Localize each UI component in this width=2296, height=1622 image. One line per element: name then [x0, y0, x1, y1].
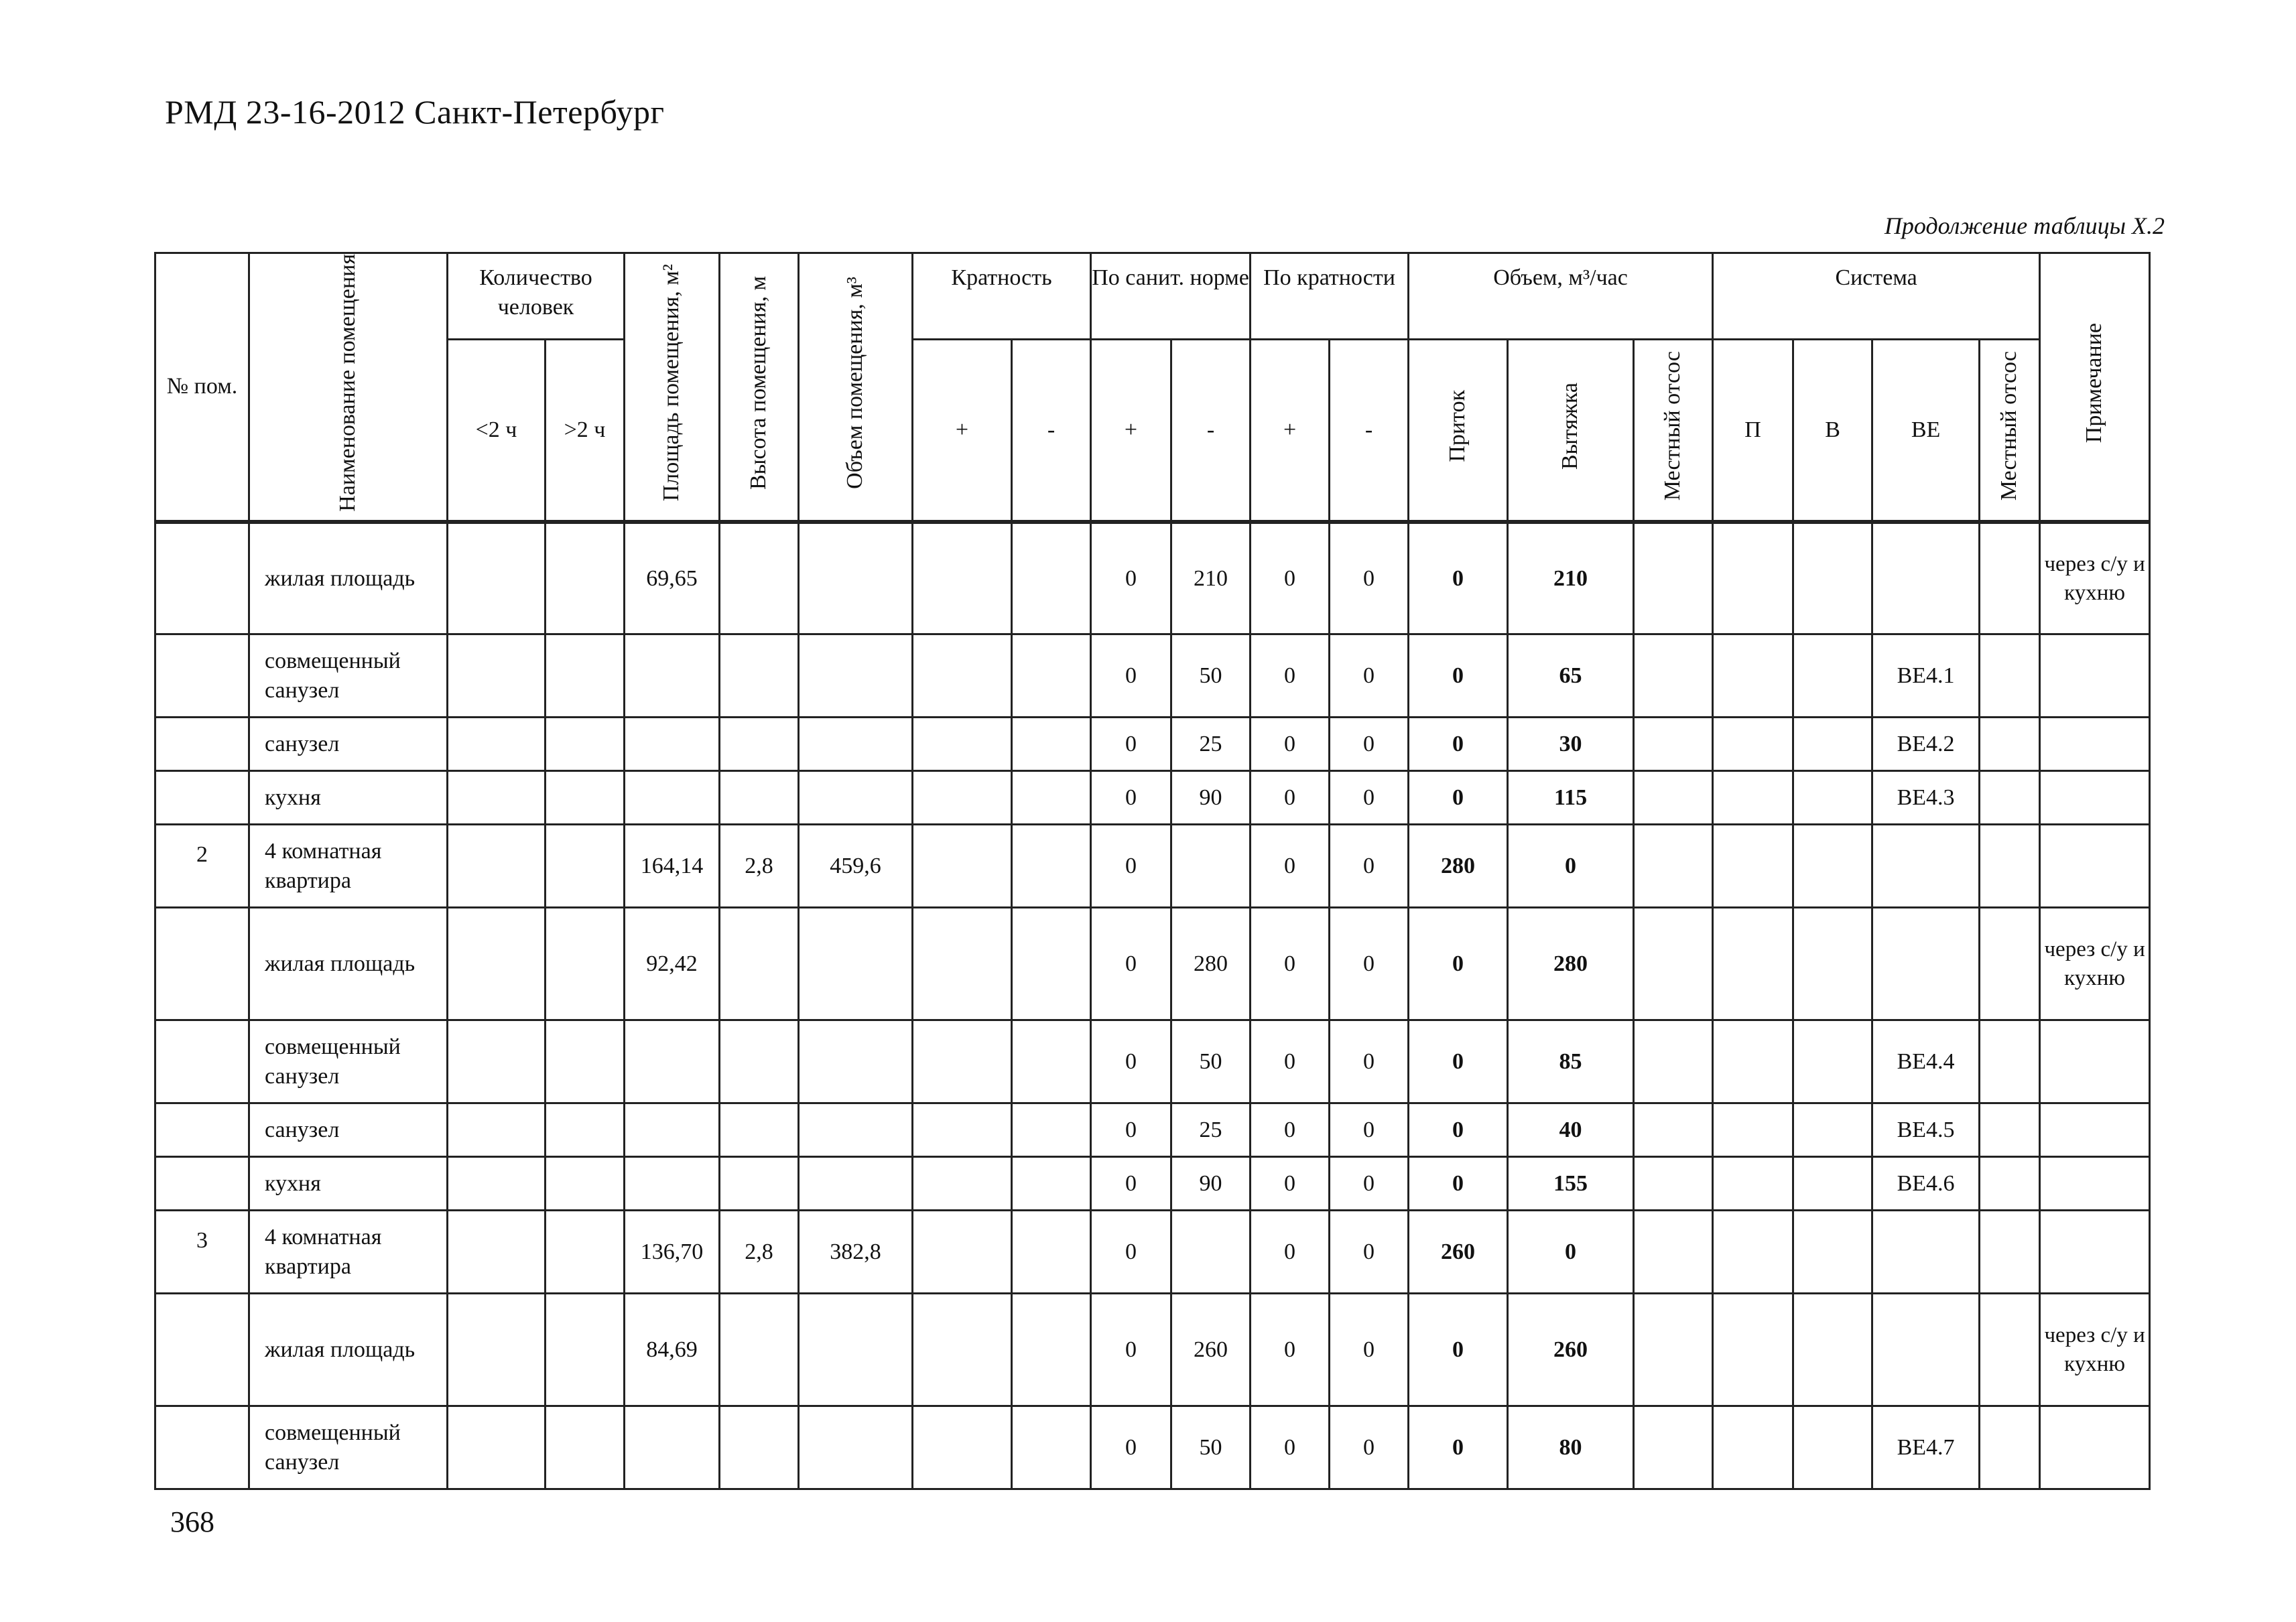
cell-inflow: 280 — [1409, 825, 1508, 908]
cell-inflow: 0 — [1409, 1294, 1508, 1406]
cell-kr-minus: 0 — [1330, 1020, 1409, 1103]
cell-sn-plus: 0 — [1091, 908, 1171, 1020]
cell-lt2 — [448, 908, 546, 1020]
cell-sys-p — [1713, 1020, 1793, 1103]
header-sys-v: В — [1793, 339, 1872, 522]
header-sn-plus: + — [1091, 339, 1171, 522]
cell-area: 136,70 — [625, 1211, 720, 1294]
cell-volume — [799, 1294, 913, 1406]
cell-sys-p — [1713, 1211, 1793, 1294]
cell-kr-plus: 0 — [1251, 522, 1330, 634]
cell-km-minus — [1012, 1211, 1091, 1294]
cell-note: через с/у и кухню — [2040, 522, 2150, 634]
cell-name: жилая площадь — [249, 522, 448, 634]
cell-sys-ve: ВЕ4.4 — [1872, 1020, 1980, 1103]
cell-km-minus — [1012, 771, 1091, 825]
header-km-minus: - — [1012, 339, 1091, 522]
cell-note — [2040, 1157, 2150, 1211]
cell-note — [2040, 1103, 2150, 1157]
cell-km-plus — [913, 825, 1012, 908]
cell-volume: 459,6 — [799, 825, 913, 908]
cell-gt2 — [546, 1157, 625, 1211]
cell-height — [720, 718, 799, 771]
cell-name: жилая площадь — [249, 1294, 448, 1406]
cell-no — [155, 1020, 249, 1103]
cell-km-plus — [913, 1020, 1012, 1103]
cell-name: 4 комнатная квартира — [249, 1211, 448, 1294]
cell-sys-ve — [1872, 522, 1980, 634]
cell-km-plus — [913, 1294, 1012, 1406]
cell-inflow: 0 — [1409, 634, 1508, 718]
cell-sys-ve: ВЕ4.3 — [1872, 771, 1980, 825]
cell-sn-minus — [1171, 1211, 1251, 1294]
cell-lt2 — [448, 634, 546, 718]
cell-sn-minus: 260 — [1171, 1294, 1251, 1406]
cell-local — [1634, 825, 1713, 908]
ventilation-table — [154, 252, 2151, 1490]
page-number: 368 — [170, 1505, 214, 1538]
header-no: № пом. — [155, 253, 249, 522]
cell-sn-minus: 90 — [1171, 1157, 1251, 1211]
cell-sys-v — [1793, 1406, 1872, 1489]
cell-note: через с/у и кухню — [2040, 908, 2150, 1020]
cell-km-minus — [1012, 1103, 1091, 1157]
cell-inflow: 0 — [1409, 1020, 1508, 1103]
cell-sn-minus: 25 — [1171, 718, 1251, 771]
cell-exhaust: 85 — [1508, 1020, 1634, 1103]
cell-height — [720, 1157, 799, 1211]
cell-kr-plus: 0 — [1251, 1211, 1330, 1294]
header-sys-ve: ВЕ — [1872, 339, 1980, 522]
cell-no: 2 — [155, 825, 249, 908]
cell-volume — [799, 908, 913, 1020]
cell-exhaust: 210 — [1508, 522, 1634, 634]
cell-sn-minus: 50 — [1171, 634, 1251, 718]
cell-sys-v — [1793, 1211, 1872, 1294]
cell-area — [625, 1406, 720, 1489]
header-by-norm: По санит. норме — [1091, 253, 1251, 340]
header-sys-p: П — [1713, 339, 1793, 522]
cell-height — [720, 522, 799, 634]
cell-no — [155, 718, 249, 771]
cell-sys-p — [1713, 1294, 1793, 1406]
cell-lt2 — [448, 825, 546, 908]
cell-area — [625, 1157, 720, 1211]
cell-sn-plus: 0 — [1091, 1211, 1171, 1294]
cell-name: санузел — [249, 718, 448, 771]
cell-kr-minus: 0 — [1330, 1157, 1409, 1211]
cell-sys-local — [1980, 1211, 2040, 1294]
cell-sn-minus: 25 — [1171, 1103, 1251, 1157]
cell-sn-plus: 0 — [1091, 634, 1171, 718]
cell-no — [155, 1103, 249, 1157]
cell-lt2 — [448, 1406, 546, 1489]
cell-kr-minus: 0 — [1330, 825, 1409, 908]
cell-km-plus — [913, 1211, 1012, 1294]
cell-lt2 — [448, 1103, 546, 1157]
cell-sys-p — [1713, 718, 1793, 771]
cell-sys-local — [1980, 825, 2040, 908]
cell-name: кухня — [249, 1157, 448, 1211]
cell-kr-plus: 0 — [1251, 1157, 1330, 1211]
cell-exhaust: 0 — [1508, 1211, 1634, 1294]
cell-sn-plus: 0 — [1091, 1406, 1171, 1489]
header-area: Площадь помещения, м² — [625, 253, 720, 522]
header-row-1 — [155, 253, 2150, 340]
cell-km-plus — [913, 771, 1012, 825]
cell-sys-p — [1713, 634, 1793, 718]
cell-km-minus — [1012, 1294, 1091, 1406]
cell-sys-p — [1713, 1406, 1793, 1489]
cell-sys-local — [1980, 1103, 2040, 1157]
cell-gt2 — [546, 771, 625, 825]
cell-km-plus — [913, 908, 1012, 1020]
cell-name: 4 комнатная квартира — [249, 825, 448, 908]
header-height: Высота помещения, м — [720, 253, 799, 522]
cell-exhaust: 40 — [1508, 1103, 1634, 1157]
cell-volume — [799, 718, 913, 771]
table-row — [155, 522, 2150, 634]
cell-area — [625, 1020, 720, 1103]
cell-kr-minus: 0 — [1330, 1406, 1409, 1489]
cell-lt2 — [448, 1211, 546, 1294]
cell-lt2 — [448, 1294, 546, 1406]
cell-sn-plus: 0 — [1091, 718, 1171, 771]
cell-no: 3 — [155, 1211, 249, 1294]
header-lt2: <2 ч — [448, 339, 546, 522]
table-row — [155, 1294, 2150, 1406]
cell-area: 164,14 — [625, 825, 720, 908]
header-row-2 — [155, 339, 2150, 522]
cell-no — [155, 771, 249, 825]
cell-local — [1634, 1103, 1713, 1157]
cell-sn-plus: 0 — [1091, 1157, 1171, 1211]
cell-sys-ve: ВЕ4.2 — [1872, 718, 1980, 771]
cell-volume — [799, 1406, 913, 1489]
cell-local — [1634, 634, 1713, 718]
cell-height — [720, 908, 799, 1020]
table-row — [155, 1157, 2150, 1211]
cell-sn-plus: 0 — [1091, 771, 1171, 825]
cell-note — [2040, 771, 2150, 825]
cell-sys-p — [1713, 1157, 1793, 1211]
cell-height — [720, 771, 799, 825]
document-title: РМД 23-16-2012 Санкт-Петербург — [165, 93, 665, 131]
cell-local — [1634, 1211, 1713, 1294]
cell-no — [155, 1157, 249, 1211]
cell-kr-plus: 0 — [1251, 634, 1330, 718]
cell-note — [2040, 1406, 2150, 1489]
cell-km-minus — [1012, 718, 1091, 771]
table-row — [155, 1211, 2150, 1294]
cell-local — [1634, 1406, 1713, 1489]
cell-note — [2040, 1211, 2150, 1294]
cell-name: санузел — [249, 1103, 448, 1157]
cell-name: совмещенный санузел — [249, 1406, 448, 1489]
cell-sys-p — [1713, 522, 1793, 634]
cell-sys-v — [1793, 718, 1872, 771]
table-row — [155, 718, 2150, 771]
cell-sn-plus: 0 — [1091, 1103, 1171, 1157]
header-km-plus: + — [913, 339, 1012, 522]
cell-km-plus — [913, 522, 1012, 634]
cell-sn-plus: 0 — [1091, 1020, 1171, 1103]
cell-local — [1634, 1157, 1713, 1211]
header-by-mult: По кратности — [1251, 253, 1409, 340]
cell-sn-minus — [1171, 825, 1251, 908]
cell-sys-local — [1980, 1294, 2040, 1406]
cell-sys-p — [1713, 771, 1793, 825]
cell-km-plus — [913, 1103, 1012, 1157]
cell-sys-v — [1793, 1103, 1872, 1157]
cell-sys-p — [1713, 908, 1793, 1020]
cell-volume — [799, 771, 913, 825]
cell-inflow: 0 — [1409, 1157, 1508, 1211]
header-kr-minus: - — [1330, 339, 1409, 522]
cell-sys-ve: ВЕ4.6 — [1872, 1157, 1980, 1211]
cell-inflow: 0 — [1409, 771, 1508, 825]
cell-kr-plus: 0 — [1251, 825, 1330, 908]
cell-name: совмещенный санузел — [249, 634, 448, 718]
cell-gt2 — [546, 1020, 625, 1103]
header-volume: Объем помещения, м³ — [799, 253, 913, 522]
cell-inflow: 0 — [1409, 908, 1508, 1020]
cell-gt2 — [546, 718, 625, 771]
cell-sys-ve: ВЕ4.5 — [1872, 1103, 1980, 1157]
header-sys-local: Местный отсос — [1980, 339, 2040, 522]
table-row — [155, 908, 2150, 1020]
cell-height — [720, 634, 799, 718]
cell-name: кухня — [249, 771, 448, 825]
cell-inflow: 0 — [1409, 718, 1508, 771]
cell-km-minus — [1012, 825, 1091, 908]
cell-km-plus — [913, 1157, 1012, 1211]
cell-sys-ve — [1872, 1294, 1980, 1406]
cell-local — [1634, 718, 1713, 771]
cell-gt2 — [546, 1211, 625, 1294]
cell-lt2 — [448, 718, 546, 771]
cell-km-minus — [1012, 634, 1091, 718]
cell-sys-local — [1980, 1406, 2040, 1489]
cell-no — [155, 522, 249, 634]
cell-gt2 — [546, 1294, 625, 1406]
cell-area — [625, 771, 720, 825]
cell-exhaust: 155 — [1508, 1157, 1634, 1211]
cell-exhaust: 0 — [1508, 825, 1634, 908]
header-name: Наименование помещения — [249, 253, 448, 522]
cell-sys-ve — [1872, 1211, 1980, 1294]
cell-volume: 382,8 — [799, 1211, 913, 1294]
header-system: Система — [1713, 253, 2040, 340]
cell-no — [155, 1406, 249, 1489]
cell-km-minus — [1012, 1157, 1091, 1211]
cell-note — [2040, 1020, 2150, 1103]
cell-kr-minus: 0 — [1330, 771, 1409, 825]
header-people: Количество человек — [448, 253, 625, 340]
cell-exhaust: 30 — [1508, 718, 1634, 771]
cell-local — [1634, 908, 1713, 1020]
cell-kr-minus: 0 — [1330, 1211, 1409, 1294]
cell-sn-plus: 0 — [1091, 825, 1171, 908]
table-row — [155, 1406, 2150, 1489]
cell-sys-local — [1980, 1157, 2040, 1211]
cell-sn-minus: 50 — [1171, 1020, 1251, 1103]
cell-kr-plus: 0 — [1251, 908, 1330, 1020]
cell-no — [155, 1294, 249, 1406]
cell-kr-minus: 0 — [1330, 634, 1409, 718]
cell-lt2 — [448, 1157, 546, 1211]
header-sn-minus: - — [1171, 339, 1251, 522]
header-gt2: >2 ч — [546, 339, 625, 522]
cell-sys-v — [1793, 1294, 1872, 1406]
cell-gt2 — [546, 634, 625, 718]
cell-kr-minus: 0 — [1330, 1103, 1409, 1157]
cell-sys-v — [1793, 634, 1872, 718]
cell-sys-v — [1793, 1020, 1872, 1103]
cell-kr-plus: 0 — [1251, 1103, 1330, 1157]
cell-sn-plus: 0 — [1091, 1294, 1171, 1406]
cell-sn-minus: 50 — [1171, 1406, 1251, 1489]
cell-sys-ve — [1872, 825, 1980, 908]
cell-sys-v — [1793, 825, 1872, 908]
table-row — [155, 1103, 2150, 1157]
cell-inflow: 0 — [1409, 1103, 1508, 1157]
cell-area: 92,42 — [625, 908, 720, 1020]
cell-local — [1634, 1294, 1713, 1406]
cell-gt2 — [546, 825, 625, 908]
cell-exhaust: 280 — [1508, 908, 1634, 1020]
cell-area: 84,69 — [625, 1294, 720, 1406]
cell-local — [1634, 522, 1713, 634]
cell-sys-v — [1793, 771, 1872, 825]
cell-area — [625, 1103, 720, 1157]
cell-exhaust: 260 — [1508, 1294, 1634, 1406]
cell-volume — [799, 1157, 913, 1211]
cell-sys-local — [1980, 634, 2040, 718]
table-row — [155, 771, 2150, 825]
cell-sys-v — [1793, 1157, 1872, 1211]
cell-volume — [799, 1020, 913, 1103]
cell-no — [155, 908, 249, 1020]
cell-kr-minus: 0 — [1330, 908, 1409, 1020]
cell-sys-p — [1713, 1103, 1793, 1157]
header-volume-rate: Объем, м³/час — [1409, 253, 1713, 340]
cell-kr-minus: 0 — [1330, 718, 1409, 771]
cell-sn-minus: 210 — [1171, 522, 1251, 634]
cell-exhaust: 65 — [1508, 634, 1634, 718]
cell-kr-plus: 0 — [1251, 1406, 1330, 1489]
cell-inflow: 260 — [1409, 1211, 1508, 1294]
cell-km-plus — [913, 718, 1012, 771]
cell-km-minus — [1012, 1020, 1091, 1103]
cell-volume — [799, 634, 913, 718]
cell-area — [625, 718, 720, 771]
cell-kr-minus: 0 — [1330, 522, 1409, 634]
header-exhaust: Вытяжка — [1508, 339, 1634, 522]
cell-note — [2040, 718, 2150, 771]
header-note: Примечание — [2040, 253, 2150, 522]
cell-sys-v — [1793, 908, 1872, 1020]
header-kr-plus: + — [1251, 339, 1330, 522]
cell-km-minus — [1012, 1406, 1091, 1489]
cell-sys-local — [1980, 1020, 2040, 1103]
cell-km-minus — [1012, 522, 1091, 634]
table-row — [155, 1020, 2150, 1103]
cell-height — [720, 1406, 799, 1489]
cell-inflow: 0 — [1409, 522, 1508, 634]
cell-local — [1634, 1020, 1713, 1103]
cell-sys-local — [1980, 718, 2040, 771]
cell-volume — [799, 522, 913, 634]
table-row — [155, 634, 2150, 718]
continuation-label: Продолжение таблицы X.2 — [1884, 212, 2165, 239]
cell-height — [720, 1294, 799, 1406]
cell-sys-ve — [1872, 908, 1980, 1020]
cell-sys-ve: ВЕ4.1 — [1872, 634, 1980, 718]
cell-sys-local — [1980, 771, 2040, 825]
cell-sn-minus: 90 — [1171, 771, 1251, 825]
cell-gt2 — [546, 1103, 625, 1157]
cell-area: 69,65 — [625, 522, 720, 634]
cell-lt2 — [448, 1020, 546, 1103]
cell-gt2 — [546, 1406, 625, 1489]
cell-note — [2040, 825, 2150, 908]
cell-sys-v — [1793, 522, 1872, 634]
cell-kr-plus: 0 — [1251, 771, 1330, 825]
cell-local — [1634, 771, 1713, 825]
cell-sn-plus: 0 — [1091, 522, 1171, 634]
cell-height — [720, 1103, 799, 1157]
cell-lt2 — [448, 771, 546, 825]
cell-height: 2,8 — [720, 1211, 799, 1294]
header-local: Местный отсос — [1634, 339, 1713, 522]
cell-km-plus — [913, 1406, 1012, 1489]
cell-exhaust: 115 — [1508, 771, 1634, 825]
cell-name: жилая площадь — [249, 908, 448, 1020]
cell-sys-ve: ВЕ4.7 — [1872, 1406, 1980, 1489]
cell-inflow: 0 — [1409, 1406, 1508, 1489]
cell-kr-plus: 0 — [1251, 718, 1330, 771]
cell-height: 2,8 — [720, 825, 799, 908]
cell-kr-plus: 0 — [1251, 1294, 1330, 1406]
cell-no — [155, 634, 249, 718]
cell-km-plus — [913, 634, 1012, 718]
cell-sys-p — [1713, 825, 1793, 908]
table-row — [155, 825, 2150, 908]
cell-sys-local — [1980, 908, 2040, 1020]
header-multiplicity: Кратность — [913, 253, 1091, 340]
cell-lt2 — [448, 522, 546, 634]
cell-volume — [799, 1103, 913, 1157]
cell-sys-local — [1980, 522, 2040, 634]
cell-height — [720, 1020, 799, 1103]
cell-name: совмещенный санузел — [249, 1020, 448, 1103]
cell-sn-minus: 280 — [1171, 908, 1251, 1020]
cell-kr-plus: 0 — [1251, 1020, 1330, 1103]
cell-note: через с/у и кухню — [2040, 1294, 2150, 1406]
cell-gt2 — [546, 522, 625, 634]
cell-km-minus — [1012, 908, 1091, 1020]
cell-exhaust: 80 — [1508, 1406, 1634, 1489]
cell-area — [625, 634, 720, 718]
cell-gt2 — [546, 908, 625, 1020]
cell-note — [2040, 634, 2150, 718]
header-inflow: Приток — [1409, 339, 1508, 522]
cell-kr-minus: 0 — [1330, 1294, 1409, 1406]
